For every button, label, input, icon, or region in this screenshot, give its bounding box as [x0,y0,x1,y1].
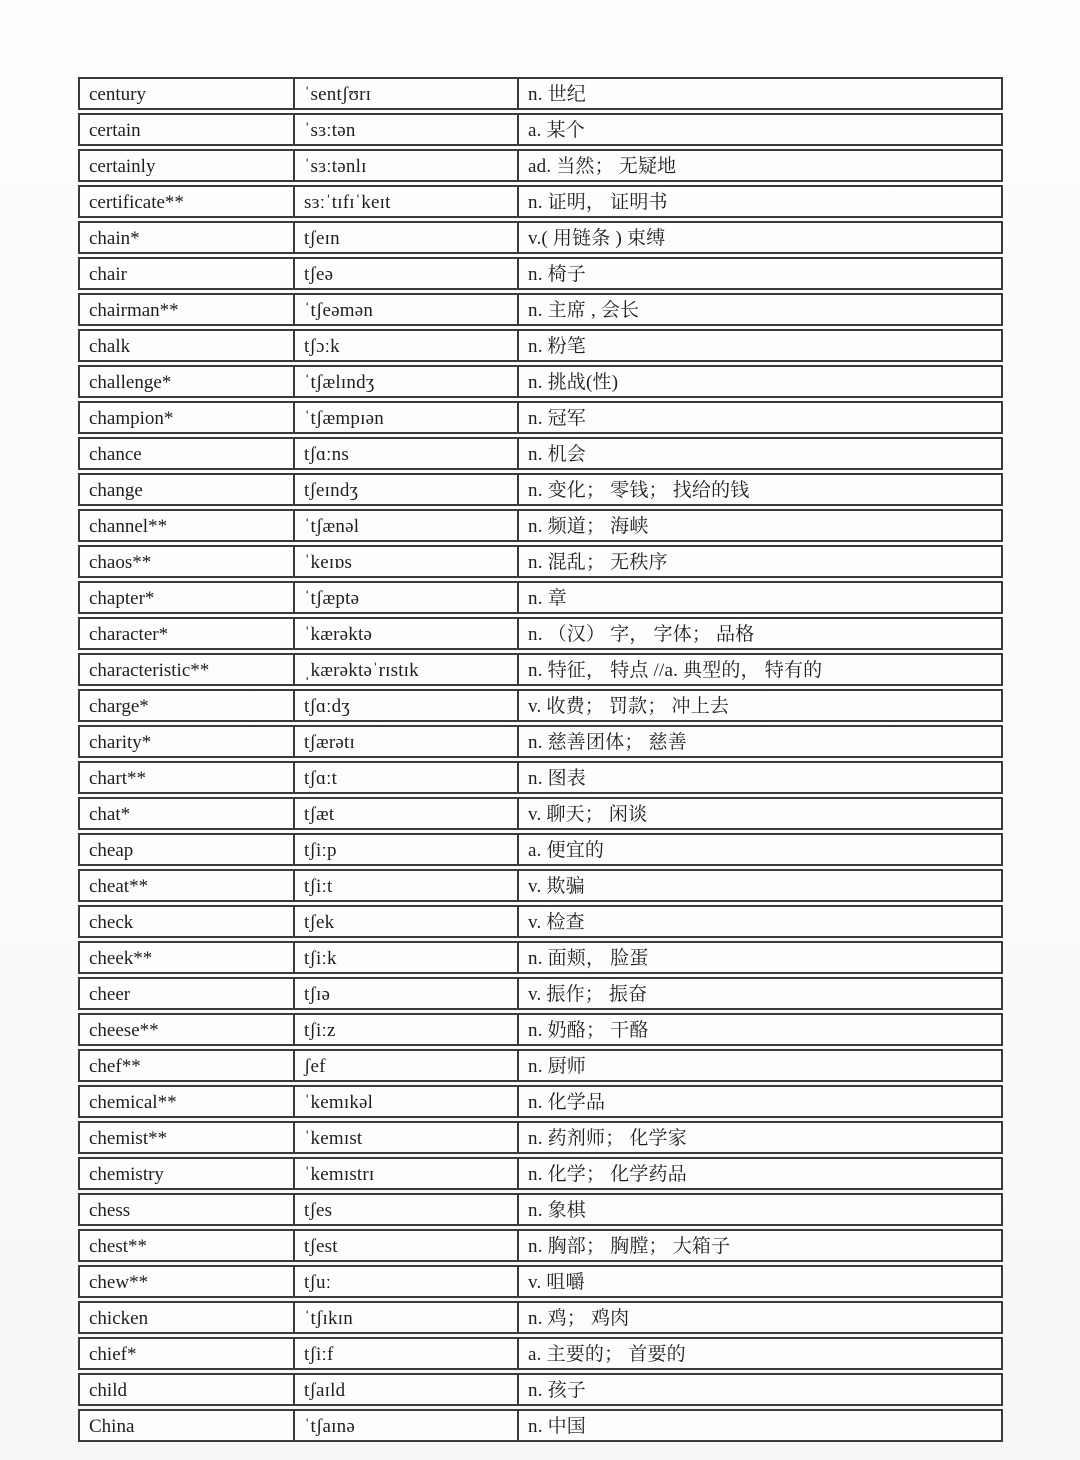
meaning-cell: v. 聊天； 闲谈 [517,799,1001,828]
word-cell: chart** [89,768,146,789]
word-cell: charge* [89,696,149,717]
phonetic-cell: tʃɑːt [293,763,517,792]
word-cell: channel** [89,516,168,537]
meaning-cell: v. 咀嚼 [517,1267,1001,1296]
meaning-cell: n. 面颊， 脸蛋 [517,943,1001,972]
table-row [78,1301,1003,1334]
word-cell: chess [89,1200,131,1221]
meaning-cell: n. 机会 [517,439,1001,468]
table-row [78,437,1003,470]
word-cell: chairman** [89,300,179,321]
word-cell: charity* [89,732,152,753]
table-row [78,581,1003,614]
word-cell: child [89,1380,127,1401]
meaning-cell: n. 胸部； 胸膛； 大箱子 [517,1231,1001,1260]
phonetic-cell: tʃeɪndʒ [293,475,517,504]
table-row [78,761,1003,794]
table-row [78,869,1003,902]
phonetic-cell: tʃaɪld [293,1375,517,1404]
phonetic-cell: ˈsɜːtənlɪ [293,151,517,180]
table-row [78,653,1003,686]
word-cell: chain* [89,228,140,249]
phonetic-cell: ˈtʃɪkɪn [293,1303,517,1332]
phonetic-cell: ˈtʃænəl [293,511,517,540]
table-row [78,1085,1003,1118]
table-row [78,1229,1003,1262]
meaning-cell: n. 变化； 零钱； 找给的钱 [517,475,1001,504]
meaning-cell: n. 奶酪； 干酪 [517,1015,1001,1044]
word-cell: chemist** [89,1128,168,1149]
meaning-cell: n. 冠军 [517,403,1001,432]
phonetic-cell: ˈkærəktə [293,619,517,648]
word-cell: cheat** [89,876,149,897]
word-cell: chat* [89,804,131,825]
table-row [78,185,1003,218]
table-row [78,1157,1003,1190]
meaning-cell: n. 鸡； 鸡肉 [517,1303,1001,1332]
phonetic-cell: ˌkærəktəˈrɪstɪk [293,655,517,684]
meaning-cell: n. 粉笔 [517,331,1001,360]
table-row [78,905,1003,938]
phonetic-cell: ˈsentʃʊrɪ [293,79,517,108]
meaning-cell: v. 欺骗 [517,871,1001,900]
table-row [78,545,1003,578]
word-cell: chemical** [89,1092,177,1113]
word-cell: cheap [89,840,134,861]
phonetic-cell: ˈtʃæptə [293,583,517,612]
word-cell: cheek** [89,948,153,969]
phonetic-cell: tʃeɪn [293,223,517,252]
phonetic-cell: ʃef [293,1051,517,1080]
phonetic-cell: tʃek [293,907,517,936]
meaning-cell: a. 便宜的 [517,835,1001,864]
table-row [78,473,1003,506]
table-row [78,77,1003,110]
word-cell: chef** [89,1056,141,1077]
word-cell: chair [89,264,127,285]
meaning-cell: n. 特征， 特点 //a. 典型的， 特有的 [517,655,1001,684]
phonetic-cell: tʃɔːk [293,331,517,360]
meaning-cell: n. 化学； 化学药品 [517,1159,1001,1188]
table-row [78,401,1003,434]
table-row [78,221,1003,254]
phonetic-cell: ˈtʃeəmən [293,295,517,324]
table-row [78,509,1003,542]
vocabulary-table [78,77,1003,1442]
phonetic-cell: tʃiːp [293,835,517,864]
phonetic-cell: tʃɪə [293,979,517,1008]
word-cell: certainly [89,156,156,177]
phonetic-cell: tʃiːz [293,1015,517,1044]
word-cell: chief* [89,1344,137,1365]
meaning-cell: v. 振作； 振奋 [517,979,1001,1008]
word-cell: chalk [89,336,131,357]
phonetic-cell: tʃiːt [293,871,517,900]
meaning-cell: ad. 当然； 无疑地 [517,151,1001,180]
word-cell: chaos** [89,552,152,573]
word-cell: check [89,912,134,933]
phonetic-cell: ˈkemɪkəl [293,1087,517,1116]
meaning-cell: n. 频道； 海峡 [517,511,1001,540]
word-cell: challenge* [89,372,172,393]
word-cell: chance [89,444,142,465]
meaning-cell: n. 挑战(性) [517,367,1001,396]
table-row [78,293,1003,326]
meaning-cell: n. 象棋 [517,1195,1001,1224]
meaning-cell: n. 慈善团体； 慈善 [517,727,1001,756]
word-cell: cheese** [89,1020,159,1041]
meaning-cell: n. 世纪 [517,79,1001,108]
table-row [78,1265,1003,1298]
table-row [78,833,1003,866]
meaning-cell: n. 证明， 证明书 [517,187,1001,216]
word-cell: certificate** [89,192,184,213]
meaning-cell: n. 孩子 [517,1375,1001,1404]
phonetic-cell: ˈtʃælɪndʒ [293,367,517,396]
meaning-cell: v. 检查 [517,907,1001,936]
table-row [78,797,1003,830]
table-row [78,617,1003,650]
word-cell: chemistry [89,1164,164,1185]
meaning-cell: n. 图表 [517,763,1001,792]
table-row [78,1337,1003,1370]
table-row [78,941,1003,974]
phonetic-cell: tʃuː [293,1267,517,1296]
phonetic-cell: ˈtʃæmpɪən [293,403,517,432]
word-cell: characteristic** [89,660,210,681]
meaning-cell: v. 收费； 罚款； 冲上去 [517,691,1001,720]
table-row [78,329,1003,362]
table-row [78,1049,1003,1082]
word-cell: China [89,1416,135,1437]
meaning-cell: n. 厨师 [517,1051,1001,1080]
meaning-cell: n. 章 [517,583,1001,612]
table-row [78,149,1003,182]
table-row [78,365,1003,398]
phonetic-cell: ˈkemɪst [293,1123,517,1152]
table-row [78,1373,1003,1406]
table-row [78,1013,1003,1046]
phonetic-cell: sɜːˈtɪfɪˈkeɪt [293,187,517,216]
phonetic-cell: ˈkemɪstrɪ [293,1159,517,1188]
word-cell: chest** [89,1236,148,1257]
word-cell: chicken [89,1308,149,1329]
word-cell: chew** [89,1272,149,1293]
meaning-cell: n. 中国 [517,1411,1001,1440]
phonetic-cell: tʃiːf [293,1339,517,1368]
word-cell: certain [89,120,141,141]
table-row [78,113,1003,146]
phonetic-cell: tʃɑːdʒ [293,691,517,720]
phonetic-cell: tʃest [293,1231,517,1260]
phonetic-cell: tʃærətɪ [293,727,517,756]
table-row [78,1193,1003,1226]
meaning-cell: a. 某个 [517,115,1001,144]
phonetic-cell: ˈsɜːtən [293,115,517,144]
phonetic-cell: tʃes [293,1195,517,1224]
table-row [78,1409,1003,1442]
meaning-cell: n. 药剂师； 化学家 [517,1123,1001,1152]
word-cell: century [89,84,146,105]
phonetic-cell: tʃiːk [293,943,517,972]
word-cell: change [89,480,143,501]
meaning-cell: n. 化学品 [517,1087,1001,1116]
word-cell: champion* [89,408,174,429]
table-row [78,725,1003,758]
word-cell: character* [89,624,169,645]
table-row [78,977,1003,1010]
table-row [78,257,1003,290]
word-cell: cheer [89,984,131,1005]
phonetic-cell: ˈkeɪɒs [293,547,517,576]
phonetic-cell: tʃɑːns [293,439,517,468]
meaning-cell: a. 主要的； 首要的 [517,1339,1001,1368]
word-cell: chapter* [89,588,155,609]
meaning-cell: v.( 用链条 ) 束缚 [517,223,1001,252]
table-row [78,689,1003,722]
meaning-cell: n. （汉） 字， 字体； 品格 [517,619,1001,648]
phonetic-cell: tʃæt [293,799,517,828]
meaning-cell: n. 混乱； 无秩序 [517,547,1001,576]
table-row [78,1121,1003,1154]
phonetic-cell: tʃeə [293,259,517,288]
phonetic-cell: ˈtʃaɪnə [293,1411,517,1440]
meaning-cell: n. 椅子 [517,259,1001,288]
meaning-cell: n. 主席 , 会长 [517,295,1001,324]
